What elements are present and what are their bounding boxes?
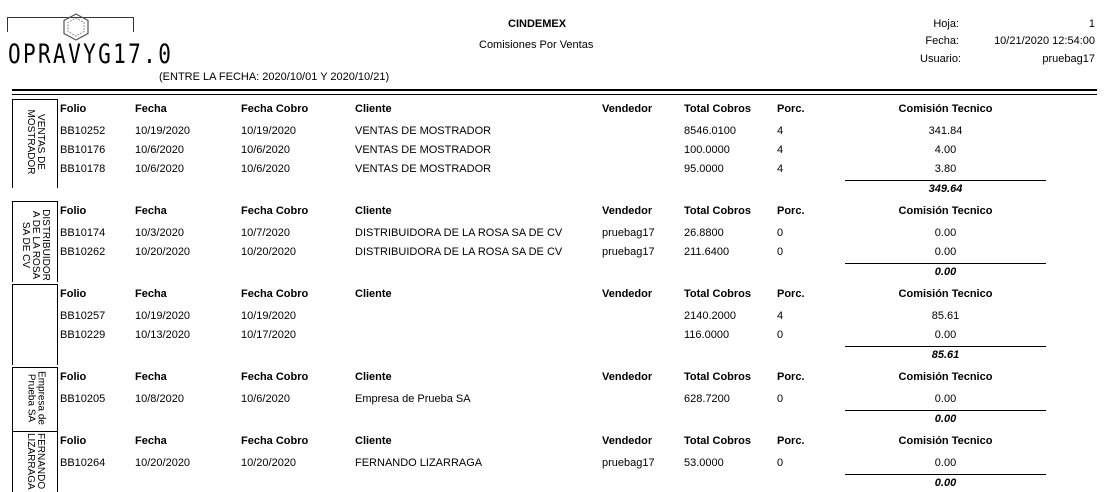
cell-fecha: 10/6/2020 — [135, 144, 184, 156]
cell-vendedor: pruebag17 — [602, 227, 655, 239]
page-label: Hoja: — [933, 18, 959, 30]
cell-fecha: 10/8/2020 — [135, 393, 184, 405]
subtotal-rule — [845, 180, 1046, 181]
cell-total: 116.0000 — [684, 329, 730, 341]
cell-fecha: 10/19/2020 — [135, 125, 191, 137]
cell-porc: 4 — [777, 144, 784, 156]
column-header-porc: Porc. — [777, 288, 805, 300]
cell-porc: 0 — [777, 227, 784, 239]
group-subtotal: 0.00 — [934, 413, 957, 425]
cell-cliente: FERNANDO LIZARRAGA — [355, 457, 483, 469]
header-rule-top — [12, 89, 1097, 91]
cell-porc: 0 — [777, 457, 784, 469]
column-header-fecha-cobro: Fecha Cobro — [241, 103, 309, 115]
column-header-vendedor: Vendedor — [602, 205, 653, 217]
cell-comision: 3.80 — [934, 163, 957, 175]
cell-total: 2140.2000 — [684, 310, 736, 322]
cell-folio: BB10229 — [60, 329, 106, 341]
cell-folio: BB10176 — [60, 144, 106, 156]
company-name: CINDEMEX — [508, 18, 567, 30]
cell-folio: BB10205 — [60, 393, 106, 405]
cell-cliente: Empresa de Prueba SA — [355, 393, 471, 405]
column-header-comision: Comisión Tecnico — [898, 435, 993, 447]
cell-total: 8546.0100 — [684, 125, 736, 137]
column-header-fecha: Fecha — [135, 371, 167, 383]
cell-comision: 85.61 — [931, 310, 960, 322]
group-subtotal: 85.61 — [931, 349, 960, 361]
cell-fecha: 10/6/2020 — [135, 163, 184, 175]
cell-porc: 4 — [777, 163, 784, 175]
cell-porc: 4 — [777, 125, 784, 137]
column-header-vendedor: Vendedor — [602, 288, 653, 300]
cell-fecha-cobro: 10/6/2020 — [241, 144, 290, 156]
column-header-vendedor: Vendedor — [602, 103, 653, 115]
cell-cliente: VENTAS DE MOSTRADOR — [355, 163, 492, 175]
column-header-fecha-cobro: Fecha Cobro — [241, 288, 309, 300]
cell-cliente: DISTRIBUIDORA DE LA ROSA SA DE CV — [355, 246, 563, 258]
subtotal-rule — [845, 474, 1046, 475]
group-subtotal: 0.00 — [934, 266, 957, 278]
column-header-cliente: Cliente — [355, 205, 392, 217]
column-header-vendedor: Vendedor — [602, 435, 653, 447]
cell-total: 100.0000 — [684, 144, 730, 156]
user-label: Usuario: — [920, 53, 961, 65]
cell-folio: BB10252 — [60, 125, 106, 137]
column-header-fecha: Fecha — [135, 103, 167, 115]
column-header-comision: Comisión Tecnico — [898, 288, 993, 300]
column-header-folio: Folio — [60, 371, 87, 383]
cell-folio: BB10174 — [60, 227, 106, 239]
column-header-fecha-cobro: Fecha Cobro — [241, 371, 309, 383]
logo-hexagon-icon — [62, 13, 90, 41]
cell-fecha: 10/20/2020 — [135, 457, 191, 469]
column-header-cliente: Cliente — [355, 435, 392, 447]
column-header-fecha: Fecha — [135, 205, 167, 217]
group-label: FERNANDO LIZARRAGA — [25, 433, 46, 490]
cell-folio: BB10262 — [60, 246, 106, 258]
cell-porc: 0 — [777, 393, 784, 405]
group-label-box — [12, 367, 58, 431]
logo-text: OPRAVYG17.0 — [8, 39, 174, 70]
column-header-cliente: Cliente — [355, 288, 392, 300]
group-label-box — [12, 284, 58, 365]
column-header-folio: Folio — [60, 435, 87, 447]
column-header-comision: Comisión Tecnico — [898, 205, 993, 217]
column-header-total-cobros: Total Cobros — [684, 371, 752, 383]
cell-comision: 0.00 — [934, 329, 957, 341]
cell-folio: BB10264 — [60, 457, 106, 469]
column-header-total-cobros: Total Cobros — [684, 205, 752, 217]
column-header-porc: Porc. — [777, 103, 805, 115]
subtotal-rule — [845, 263, 1046, 264]
group-label: Empresa de Prueba SA — [25, 370, 46, 425]
group-label-box — [12, 201, 58, 282]
cell-fecha-cobro: 10/6/2020 — [241, 163, 290, 175]
group-label: VENTAS DE MOSTRADOR — [25, 109, 46, 175]
cell-cliente: VENTAS DE MOSTRADOR — [355, 125, 492, 137]
cell-comision: 341.84 — [928, 125, 963, 137]
cell-porc: 0 — [777, 246, 784, 258]
cell-total: 95.0000 — [684, 163, 724, 175]
page-number: 1 — [1088, 18, 1095, 30]
column-header-folio: Folio — [60, 205, 87, 217]
cell-fecha-cobro: 10/20/2020 — [241, 246, 297, 258]
cell-fecha: 10/3/2020 — [135, 227, 184, 239]
column-header-comision: Comisión Tecnico — [898, 371, 993, 383]
report-title: Comisiones Por Ventas — [479, 39, 594, 51]
cell-fecha-cobro: 10/17/2020 — [241, 329, 297, 341]
column-header-porc: Porc. — [777, 371, 805, 383]
cell-comision: 0.00 — [934, 457, 957, 469]
cell-fecha: 10/20/2020 — [135, 246, 191, 258]
column-header-cliente: Cliente — [355, 103, 392, 115]
cell-fecha-cobro: 10/7/2020 — [241, 227, 290, 239]
subtotal-rule — [845, 346, 1046, 347]
column-header-fecha: Fecha — [135, 288, 167, 300]
column-header-total-cobros: Total Cobros — [684, 435, 752, 447]
column-header-porc: Porc. — [777, 435, 805, 447]
group-subtotal: 349.64 — [928, 183, 963, 195]
date-value: 10/21/2020 12:54:00 — [994, 35, 1095, 47]
header-rule-bottom — [12, 94, 1097, 95]
cell-fecha-cobro: 10/19/2020 — [241, 125, 297, 137]
group-subtotal: 0.00 — [934, 477, 957, 489]
cell-porc: 4 — [777, 310, 784, 322]
cell-comision: 0.00 — [934, 393, 957, 405]
cell-comision: 4.00 — [934, 144, 957, 156]
user-value: pruebag17 — [1042, 53, 1095, 65]
cell-folio: BB10178 — [60, 163, 106, 175]
column-header-fecha: Fecha — [135, 435, 167, 447]
group-label-box — [12, 99, 58, 188]
cell-total: 211.6400 — [684, 246, 730, 258]
group-label-box — [12, 431, 58, 492]
date-label: Fecha: — [925, 35, 959, 47]
cell-fecha-cobro: 10/19/2020 — [241, 310, 297, 322]
column-header-porc: Porc. — [777, 205, 805, 217]
column-header-comision: Comisión Tecnico — [898, 103, 993, 115]
column-header-vendedor: Vendedor — [602, 371, 653, 383]
subtotal-rule — [845, 410, 1046, 411]
cell-vendedor: pruebag17 — [602, 246, 655, 258]
column-header-folio: Folio — [60, 103, 87, 115]
column-header-total-cobros: Total Cobros — [684, 103, 752, 115]
cell-fecha-cobro: 10/20/2020 — [241, 457, 297, 469]
cell-fecha: 10/13/2020 — [135, 329, 191, 341]
group-label: DISTRIBUIDOR A DE LA ROSA SA DE CV — [20, 209, 51, 281]
cell-total: 53.0000 — [684, 457, 724, 469]
cell-porc: 0 — [777, 329, 784, 341]
cell-fecha: 10/19/2020 — [135, 310, 191, 322]
cell-cliente: VENTAS DE MOSTRADOR — [355, 144, 492, 156]
column-header-fecha-cobro: Fecha Cobro — [241, 435, 309, 447]
column-header-cliente: Cliente — [355, 371, 392, 383]
cell-total: 628.7200 — [684, 393, 730, 405]
cell-fecha-cobro: 10/6/2020 — [241, 393, 290, 405]
date-range: (ENTRE LA FECHA: 2020/10/01 Y 2020/10/21) — [159, 71, 390, 83]
column-header-folio: Folio — [60, 288, 87, 300]
cell-comision: 0.00 — [934, 227, 957, 239]
cell-vendedor: pruebag17 — [602, 457, 655, 469]
cell-comision: 0.00 — [934, 246, 957, 258]
cell-cliente: DISTRIBUIDORA DE LA ROSA SA DE CV — [355, 227, 563, 239]
cell-total: 26.8800 — [684, 227, 724, 239]
cell-folio: BB10257 — [60, 310, 106, 322]
column-header-fecha-cobro: Fecha Cobro — [241, 205, 309, 217]
column-header-total-cobros: Total Cobros — [684, 288, 752, 300]
